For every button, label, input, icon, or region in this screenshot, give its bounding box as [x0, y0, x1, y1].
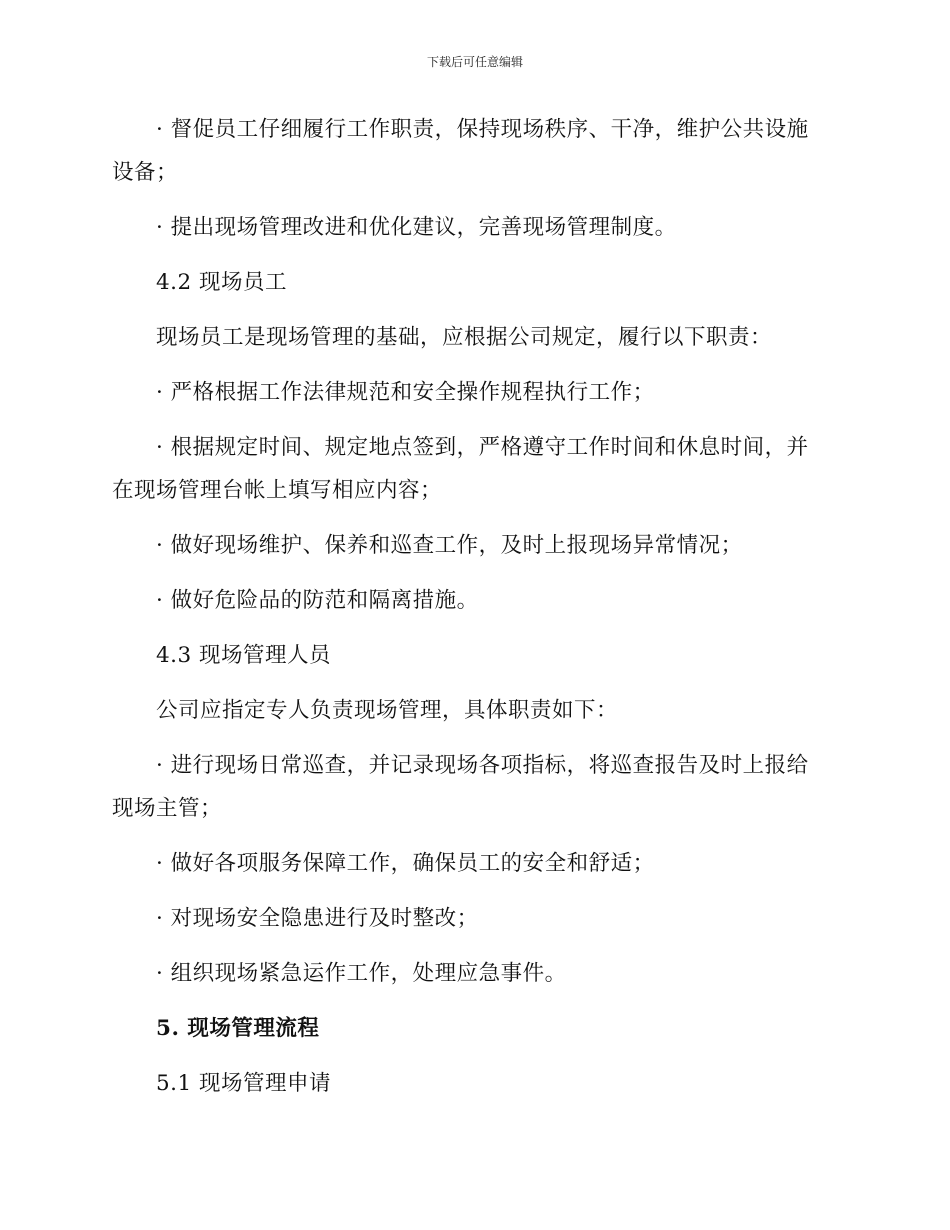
section-heading: 5.1 现场管理申请 [156, 1071, 332, 1096]
bullet-paragraph: · 做好危险品的防范和隔离措施。 [156, 588, 479, 613]
section-heading: 4.2 现场员工 [156, 270, 288, 295]
chapter-heading: 5. 现场管理流程 [156, 1016, 320, 1041]
bullet-paragraph: · 组织现场紧急运作工作，处理应急事件。 [156, 961, 567, 986]
body-paragraph: 公司应指定专人负责现场管理，具体职责如下： [156, 698, 619, 723]
bullet-paragraph: · 督促员工仔细履行工作职责，保持现场秩序、干净，维护公共设施设备； [112, 117, 809, 185]
body-paragraph: 现场员工是现场管理的基础，应根据公司规定，履行以下职责： [156, 325, 773, 350]
page-header: 下载后可任意编辑 [426, 55, 523, 69]
bullet-paragraph: · 做好各项服务保障工作，确保员工的安全和舒适； [156, 851, 655, 876]
bullet-paragraph: · 进行现场日常巡查，并记录现场各项指标，将巡查报告及时上报给现场主管； [112, 753, 809, 821]
document-body [112, 108, 824, 1117]
section-heading: 4.3 现场管理人员 [156, 643, 332, 668]
bullet-paragraph: · 提出现场管理改进和优化建议，完善现场管理制度。 [156, 215, 677, 240]
bullet-paragraph: · 严格根据工作法律规范和安全操作规程执行工作； [156, 380, 655, 405]
bullet-paragraph: · 根据规定时间、规定地点签到，严格遵守工作时间和休息时间，并在现场管理台帐上填写相应内容； [112, 435, 809, 503]
bullet-paragraph: · 做好现场维护、保养和巡查工作，及时上报现场异常情况； [156, 533, 743, 558]
bullet-paragraph: · 对现场安全隐患进行及时整改； [156, 906, 479, 931]
